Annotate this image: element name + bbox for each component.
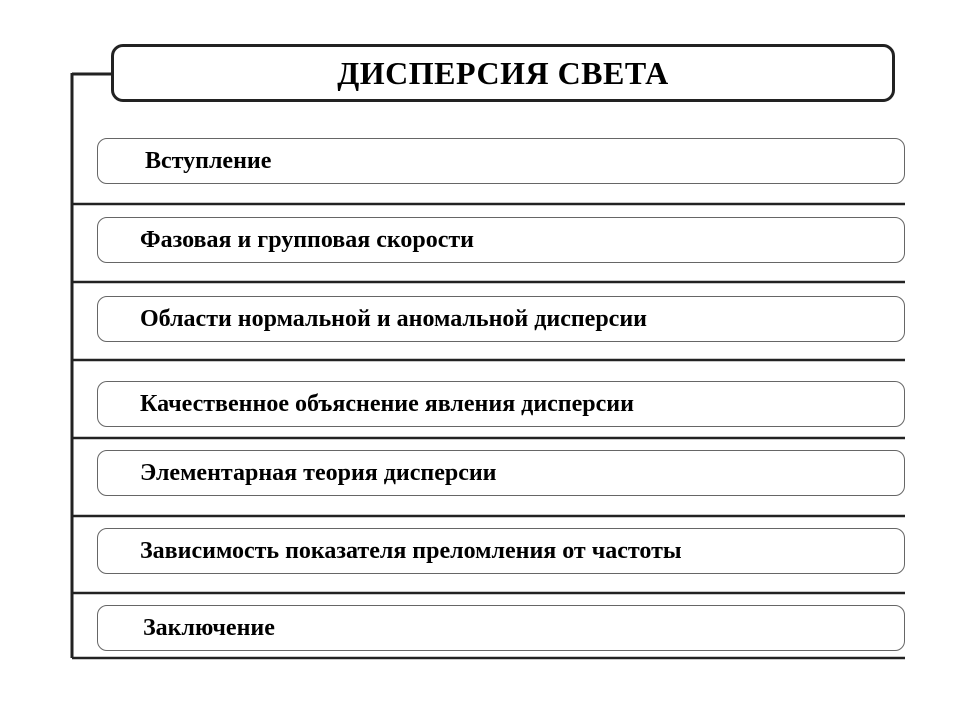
title-box	[111, 44, 895, 102]
topic-box-refractive-index	[97, 528, 905, 574]
topic-label: Фазовая и групповая скорости	[140, 226, 475, 253]
topic-label: Вступление	[145, 147, 272, 174]
topic-box-velocities	[97, 217, 905, 263]
topic-box-dispersion-regions	[97, 296, 905, 342]
topic-label: Заключение	[143, 614, 275, 641]
topic-box-conclusion	[97, 605, 905, 651]
topic-label: Области нормальной и аномальной дисперсии	[140, 305, 647, 332]
topic-box-qualitative-explanation	[97, 381, 905, 427]
topic-label: Зависимость показателя преломления от частоты	[140, 537, 682, 564]
topic-label: Элементарная теория дисперсии	[140, 459, 497, 486]
topic-box-intro	[97, 138, 905, 184]
topic-label: Качественное объяснение явления дисперсии	[140, 390, 634, 417]
topic-box-elementary-theory	[97, 450, 905, 496]
diagram-title: ДИСПЕРСИЯ СВЕТА	[337, 54, 669, 91]
